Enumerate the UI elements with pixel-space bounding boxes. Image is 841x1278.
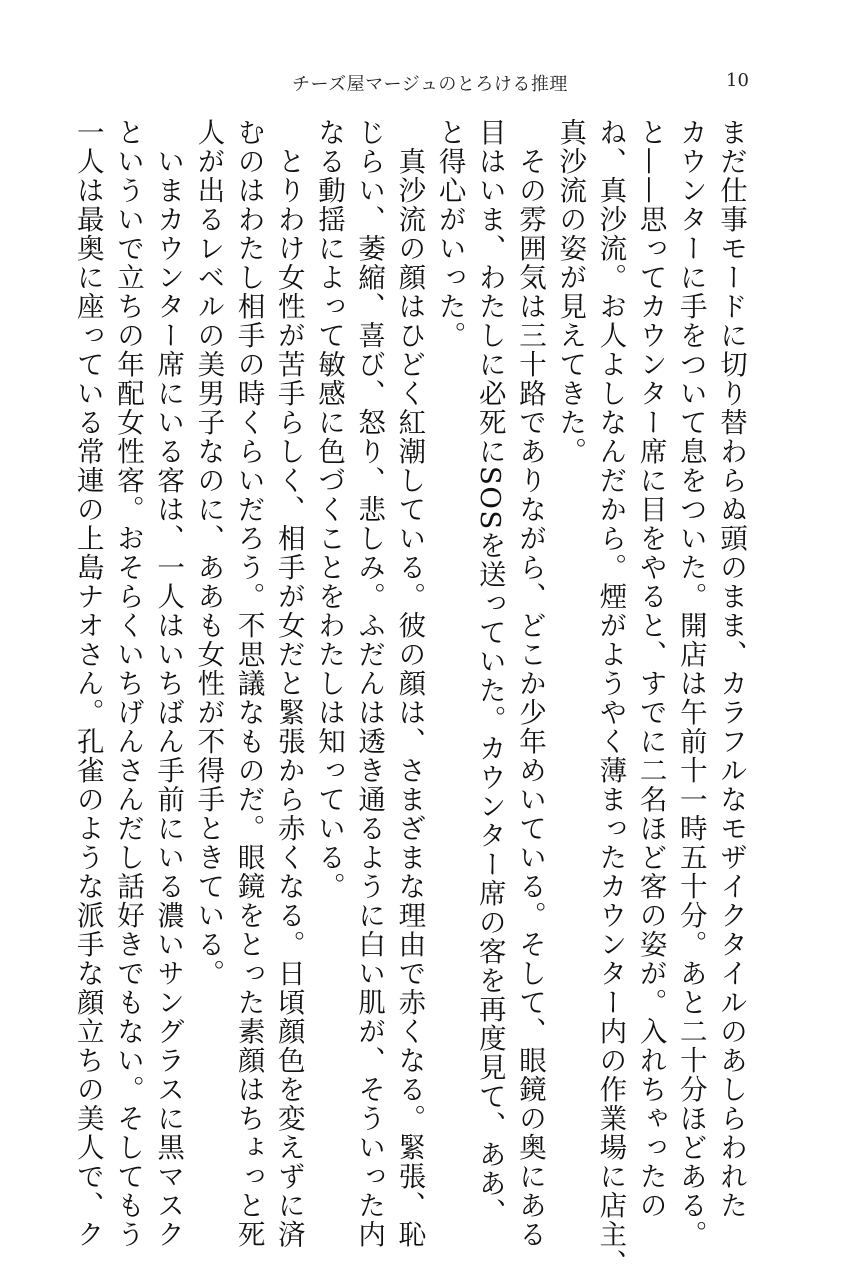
vertical-body-text	[71, 118, 751, 1278]
text-line: なる動揺によって敏感に色づくことをわたしは知っている。	[312, 118, 345, 901]
text-line: その雰囲気は三十路でありながら、どこか少年めいている。そして、眼鏡の奥にある	[513, 118, 546, 1249]
text-line: 目はいま、わたしに必死にSOSを送っていた。カウンター席の客を再度見て、ああ、	[473, 118, 506, 1227]
running-header-title: チーズ屋マージュのとろける推理	[292, 74, 568, 95]
text-line: 真沙流の姿が見えてきた。	[554, 118, 587, 466]
text-line: といういで立ちの年配女性客。おそらくいちげんさんだし話好きでもない。そしてもう	[111, 118, 144, 1249]
text-line: ね、真沙流。お人よしなんだから。煙がようやく薄まったカウンター内の作業場に店主、	[594, 118, 627, 1278]
text-line: 真沙流の顔はひどく紅潮している。彼の顔は、さまざまな理由で赤くなる。緊張、恥	[393, 118, 426, 1249]
text-line: と得心がいった。	[433, 118, 466, 350]
text-line: まだ仕事モードに切り替わらぬ頭のまま、カラフルなモザイクタイルのあしらわれた	[715, 118, 747, 1220]
text-line: とりわけ女性が苦手らしく、相手が女だと緊張から赤くなる。日頃顔色を変えずに済	[272, 118, 305, 1249]
text-line: むのはわたし相手の時くらいだろう。不思議なものだ。眼鏡をとった素顔はちょっと死	[232, 118, 265, 1249]
page-number: 10	[726, 70, 749, 91]
text-line: 人が出るレベルの美男子なのに、ああも女性が不得手ときている。	[192, 118, 225, 988]
text-line: 一人は最奥に座っている常連の上島ナオさん。孔雀のような派手な顔立ちの美人で、ク	[71, 118, 104, 1249]
text-line: いまカウンター席にいる客は、一人はいちばん手前にいる濃いサングラスに黒マスク	[152, 118, 185, 1249]
text-line: と——思ってカウンター席に目をやると、すでに二名ほど客の姿が。入れちゃったの	[634, 118, 667, 1220]
text-line: じらい、萎縮、喜び、怒り、悲しみ。ふだんは透き通るように白い肌が、そういった内	[353, 118, 386, 1249]
text-line: カウンターに手をついて息をついた。開店は午前十一時五十分。あと二十分ほどある。	[674, 118, 707, 1249]
